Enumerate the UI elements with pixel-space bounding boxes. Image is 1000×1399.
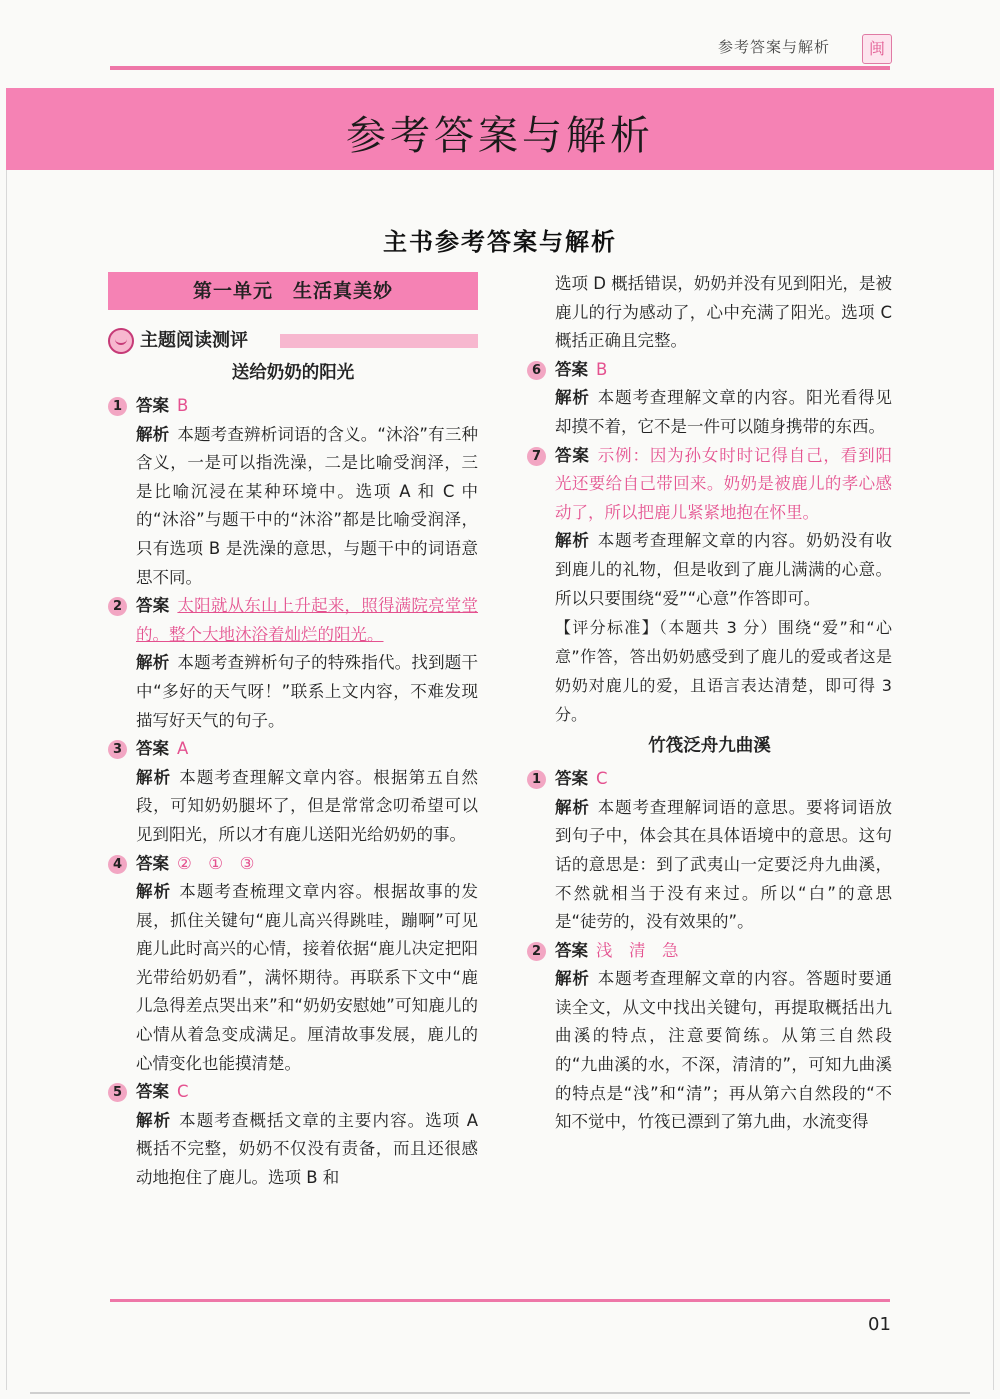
page-right-edge [993, 170, 994, 1390]
article-title: 送给奶奶的阳光 [231, 363, 355, 383]
question-number: 5 [108, 1083, 127, 1102]
continued-analysis [527, 270, 892, 356]
answer-label: 答案 [136, 596, 170, 616]
answer-label: 答案 [555, 769, 588, 789]
analysis-label: 解析 [555, 797, 590, 817]
right-column [527, 270, 892, 1137]
answer-text: ② ① ③ [177, 853, 255, 873]
title-banner [6, 88, 994, 170]
answer-label: 答案 [136, 396, 169, 415]
question-number: 2 [527, 942, 546, 961]
analysis-text: 本题考查概括文章的主要内容。选项 A 概括不完整，奶奶不仅没有责备，而且还很感动地抱住了鹿儿。选项 B 和 [136, 1110, 478, 1188]
analysis-label: 解析 [555, 531, 590, 551]
question-item [108, 850, 478, 1079]
question-number: 2 [108, 597, 127, 616]
question-item [108, 1078, 478, 1192]
question-number: 4 [108, 855, 127, 874]
answer-text: C [596, 769, 608, 789]
question-item [108, 735, 478, 849]
answer-label: 答案 [136, 739, 169, 759]
answer-label: 答案 [555, 940, 588, 960]
page-number: 01 [868, 1314, 891, 1335]
answer-label: 答案 [555, 359, 588, 379]
mascot-icon [108, 328, 134, 354]
scoring-standard: 【评分标准】（本题共 3 分）围绕“爱”和“心意”作答，答出奶奶感受到了鹿儿的爱或者这是奶奶对鹿儿的爱，且语言表达清楚，即可得 3 分。 [555, 618, 892, 725]
question-item [108, 392, 478, 592]
unit-title: 第一单元 生活真美妙 [108, 272, 478, 310]
answer-text: 太阳就从东山上升起来，照得满院亮堂堂的。整个大地沐浴着灿烂的阳光。 [136, 596, 479, 644]
question-item [527, 765, 892, 937]
banner-title: 参考答案与解析 [346, 113, 654, 159]
left-column [108, 270, 478, 1193]
analysis-text: 本题考查理解文章的内容。奶奶没有收到鹿儿的礼物，但是收到了鹿儿满满的心意。所以只要围绕“爱”“心意”作答即可。 [555, 531, 893, 608]
analysis-label: 解析 [555, 969, 590, 989]
analysis-label: 解析 [136, 882, 172, 902]
theme-title: 主题阅读测评 [140, 330, 248, 351]
footer-divider [110, 1299, 890, 1302]
answer-text: B [596, 359, 608, 379]
question-item [527, 356, 892, 442]
answer-text: 浅 清 急 [596, 940, 679, 960]
analysis-label: 解析 [555, 388, 590, 408]
theme-rule [280, 334, 478, 348]
answer-label: 答案 [136, 1082, 169, 1102]
answer-text: B [177, 396, 189, 415]
header-divider [110, 66, 890, 70]
page-left-edge [6, 170, 7, 1390]
analysis-label: 解析 [136, 653, 170, 673]
question-number: 1 [108, 397, 127, 416]
question-number: 1 [527, 770, 546, 789]
analysis-text: 本题考查梳理文章内容。根据故事的发展，抓住关键句“鹿儿高兴得跳哇，蹦啊”可见鹿儿此时高兴的心情，接着依据“鹿儿决定把阳光带给奶奶看”，满怀期待。再联系下文中“鹿儿急得差点哭出来”和“奶奶安慰她”可知鹿儿的心情从着急变成满足。厘清故事发展，鹿儿的心情变化也能摸清楚。 [136, 882, 479, 1073]
running-header: 参考答案与解析 [718, 38, 831, 56]
analysis-text: 本题考查理解文章的内容。答题时要通读全文，从文中找出关键句，再提取概括出九曲溪的特点，注意要简练。从第三自然段的“九曲溪的水，不深，清清的”，可知九曲溪的特点是“浅”和“清”；再从第六自然段的“不知不觉中，竹筏已漂到了第九曲，水流变得 [555, 969, 893, 1132]
analysis-text: 本题考查理解文章内容。根据第五自然段，可知奶奶腿坏了，但是常常念叨希望可以见到阳光，所以才有鹿儿送阳光给奶奶的事。 [136, 767, 479, 844]
analysis-label: 解析 [136, 767, 172, 787]
question-number: 6 [527, 361, 546, 380]
analysis-continuation: 选项 D 概括错误，奶奶并没有见到阳光，是被鹿儿的行为感动了，心中充满了阳光。选项 C 概括正确且完整。 [555, 274, 892, 351]
analysis-text: 本题考查辨析词语的含义。“沐浴”有三种含义，一是可以指洗澡，二是比喻受润泽，三是比喻沉浸在某种环境中。选项 A 和 C 中的“沐浴”与题干中的“沐浴”都是比喻受润泽，只有选项 B 是洗澡的意思，与题干中的词语意思不同。 [136, 424, 478, 587]
article-title: 竹筏泛舟九曲溪 [648, 736, 771, 757]
question-number: 3 [108, 740, 127, 759]
answer-text: 示例：因为孙女时时记得自己，看到阳光还要给自己带回来。奶奶是被鹿儿的孝心感动了，所以把鹿儿紧紧地抱在怀里。 [555, 445, 893, 522]
analysis-label: 解析 [136, 1110, 172, 1130]
question-item [527, 442, 892, 730]
theme-heading [108, 326, 478, 356]
region-badge: 闽 [862, 34, 892, 64]
analysis-text: 本题考查辨析句子的特殊指代。找到题干中“多好的天气呀！”联系上文内容，不难发现描写好天气的句子。 [136, 653, 479, 730]
answer-label: 答案 [555, 445, 590, 465]
answer-text: C [177, 1082, 189, 1102]
analysis-label: 解析 [136, 424, 170, 444]
question-item [527, 937, 892, 1137]
answer-text: A [177, 739, 189, 759]
answer-label: 答案 [136, 853, 169, 873]
page-bottom-edge [30, 1392, 970, 1394]
question-item [108, 592, 478, 735]
main-title: 主书参考答案与解析 [383, 228, 617, 256]
analysis-text: 本题考查理解词语的意思。要将词语放到句子中，体会其在具体语境中的意思。这句话的意思是：到了武夷山一定要泛舟九曲溪，不然就相当于没有来过。所以“白”的意思是“徒劳的，没有效果的”。 [555, 797, 893, 932]
analysis-text: 本题考查理解文章的内容。阳光看得见却摸不着，它不是一件可以随身携带的东西。 [555, 388, 893, 436]
question-number: 7 [527, 447, 546, 466]
